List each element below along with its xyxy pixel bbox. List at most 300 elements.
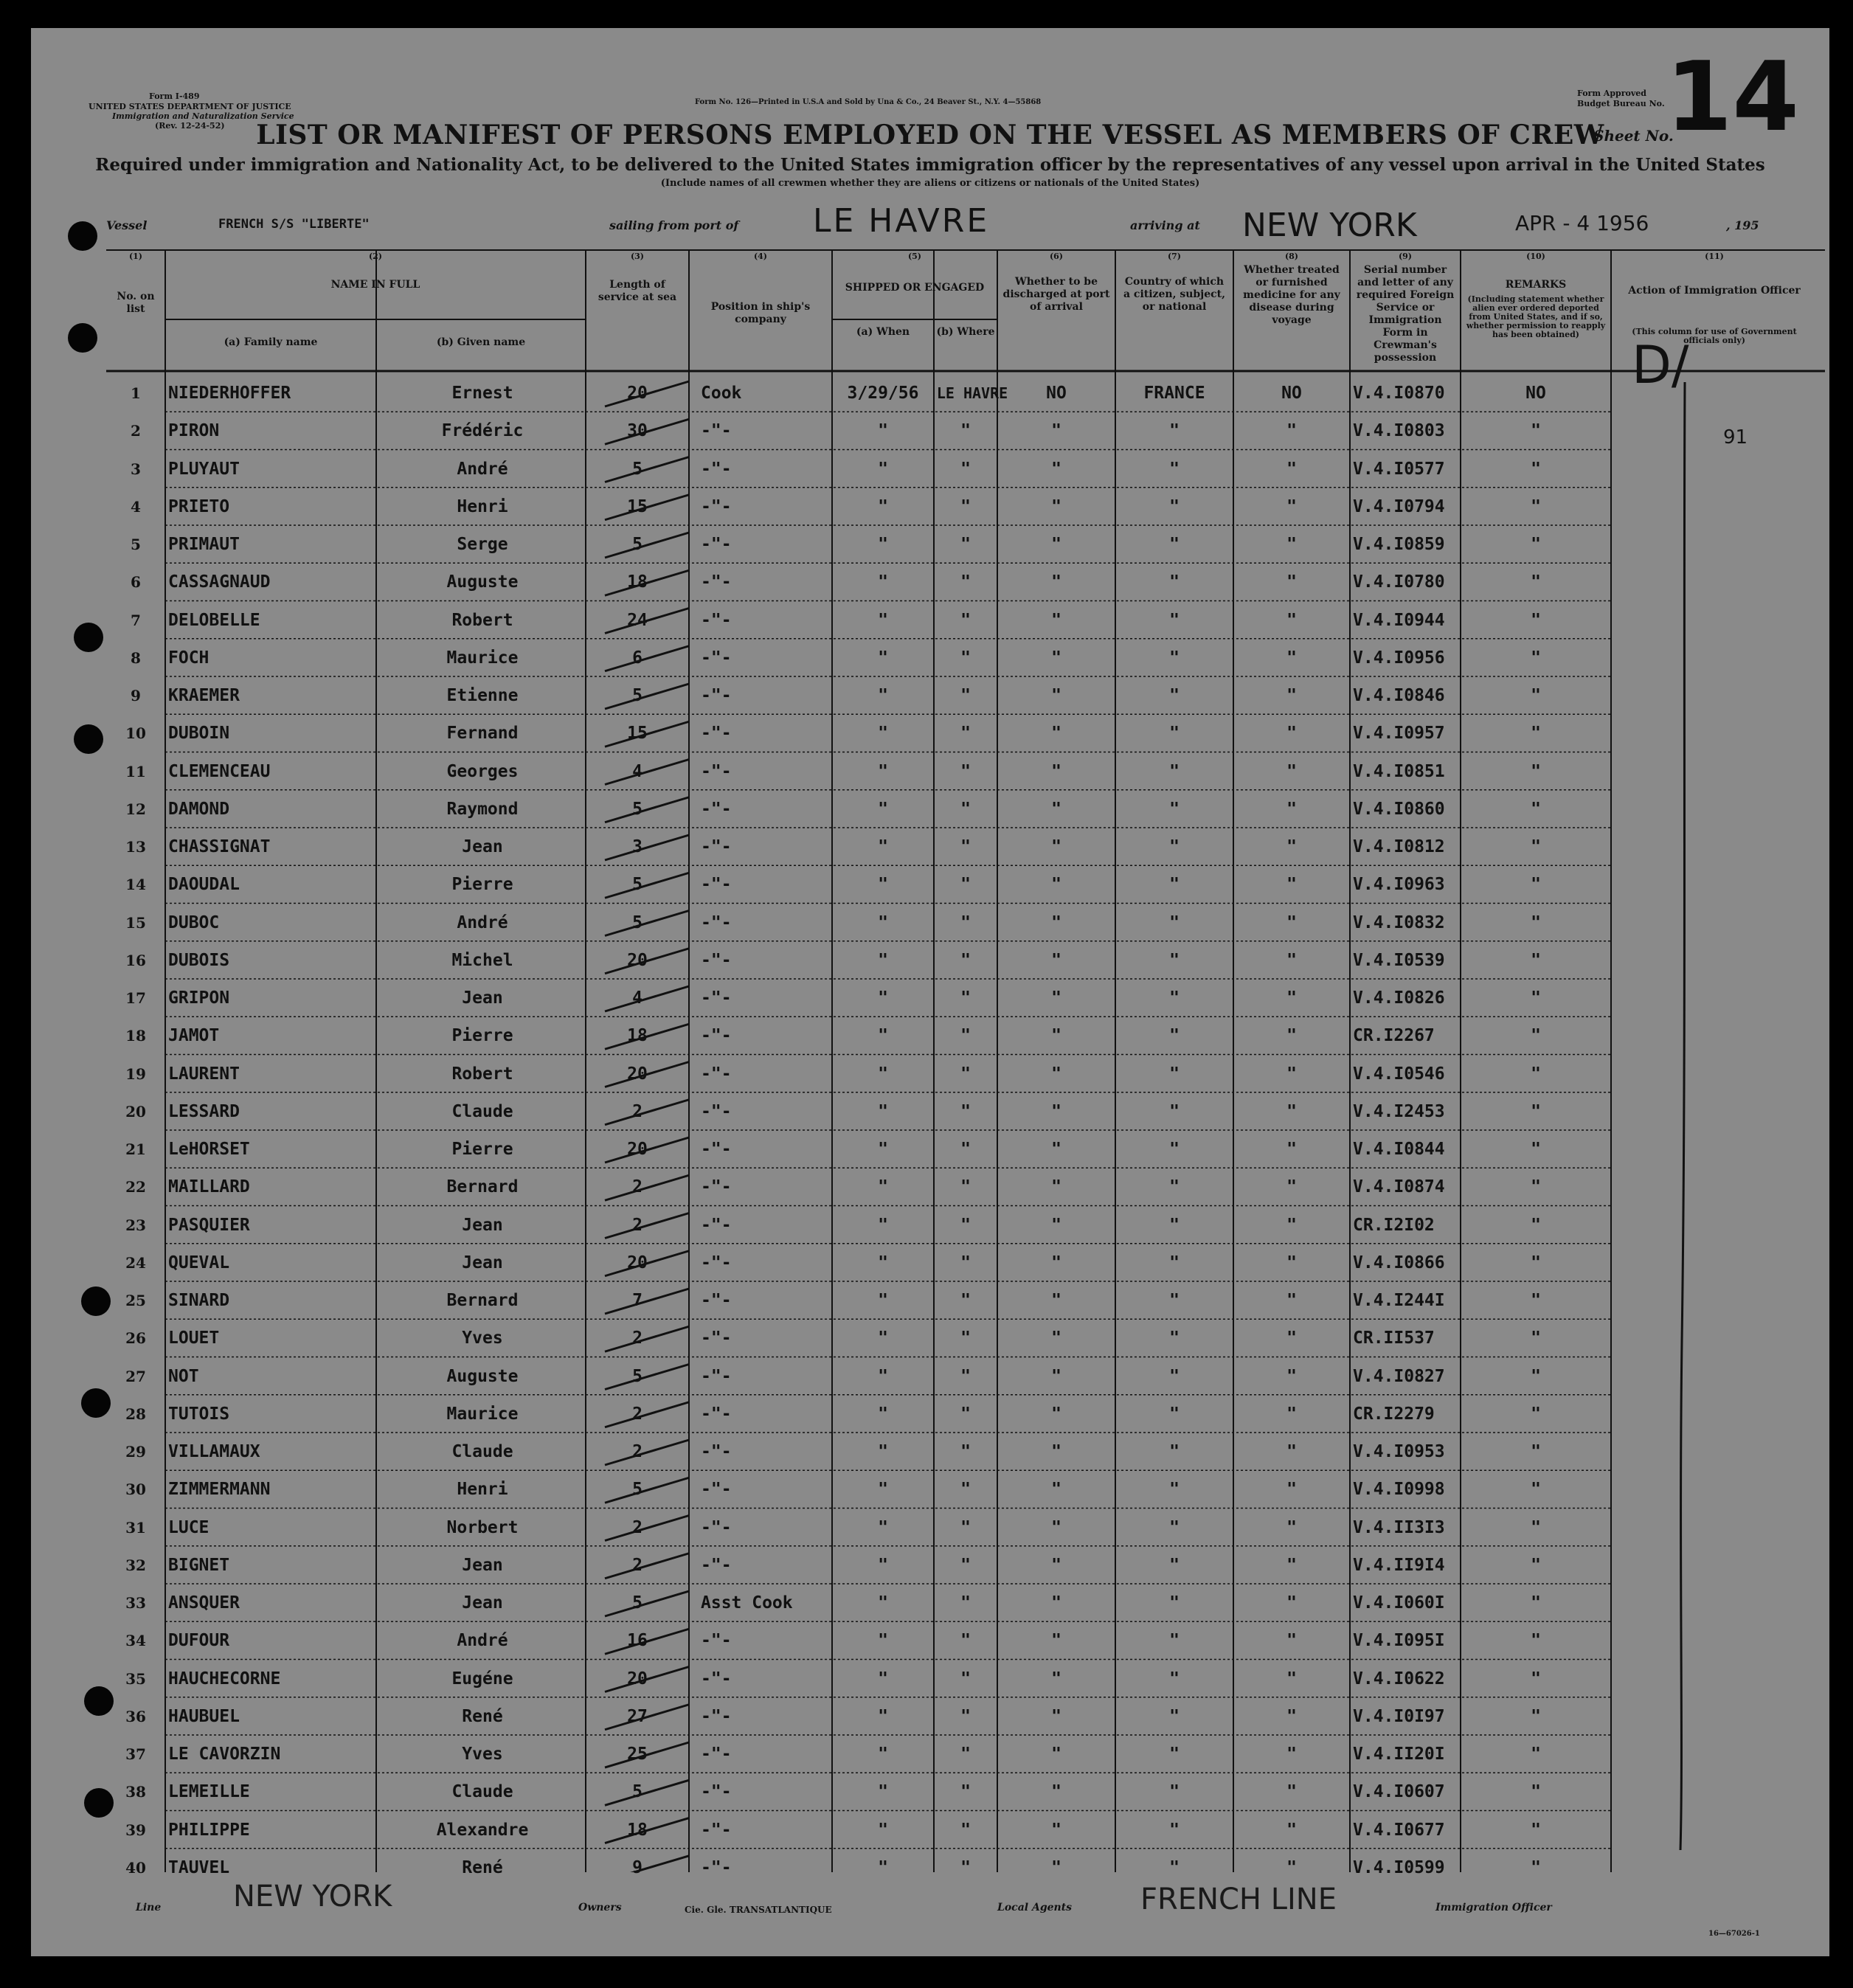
cell-discharged: " [1051, 1706, 1061, 1726]
cell-where: " [960, 1366, 971, 1386]
col3-label: Length of service at sea [598, 279, 677, 303]
cell-discharged: " [1051, 496, 1061, 516]
service-line: Immigration and Naturalization Service [112, 111, 294, 121]
col9-number: (9) [1398, 252, 1413, 261]
cell-when: " [878, 761, 888, 781]
cell-medicine: " [1286, 1555, 1297, 1575]
cell-given: André [457, 459, 508, 479]
cell-remarks: " [1531, 1026, 1541, 1046]
cell-family: CLEMENCEAU [168, 761, 271, 781]
cell-where: " [960, 1215, 971, 1235]
cell-given: Robert [451, 610, 513, 630]
cell-country: " [1169, 875, 1180, 895]
cell-serial: V.4.I0844 [1353, 1140, 1445, 1159]
cell-where: " [960, 1329, 971, 1348]
cell-service: 16 [627, 1631, 648, 1651]
cell-given: René [462, 1706, 503, 1726]
cell-given: Eugéne [451, 1669, 513, 1689]
cell-serial: V.4.I060I [1353, 1593, 1445, 1613]
cell-family: PIRON [168, 421, 220, 441]
col5-label: SHIPPED OR ENGAGED [845, 282, 985, 294]
cell-medicine: " [1286, 1366, 1297, 1386]
cell-when: " [878, 421, 888, 441]
cell-position: -"- [701, 1857, 732, 1877]
cell-no: 22 [125, 1178, 146, 1196]
col5a-label: (a) When [856, 326, 910, 338]
cell-family: DUBOC [168, 912, 220, 932]
cell-service: 18 [627, 1820, 648, 1840]
cell-given: Ernest [451, 384, 513, 403]
cell-remarks: " [1531, 1177, 1541, 1197]
cell-service: 18 [627, 572, 648, 592]
cell-when: " [878, 1064, 888, 1084]
cell-service: 20 [627, 1140, 648, 1159]
cell-given: Jean [462, 1555, 503, 1575]
cell-medicine: " [1286, 1140, 1297, 1159]
cell-where: " [960, 1555, 971, 1575]
cell-where: " [960, 988, 971, 1008]
cell-serial: V.4.I095I [1353, 1631, 1445, 1651]
cell-given: Henri [457, 496, 508, 516]
cell-when: " [878, 1442, 888, 1461]
cell-no: 5 [131, 536, 141, 553]
cell-when: " [878, 799, 888, 819]
vessel-name: FRENCH S/S "LIBERTE" [218, 217, 370, 232]
col7-number: (7) [1167, 252, 1182, 261]
col5b-label: (b) Where [936, 326, 995, 338]
cell-medicine: " [1286, 912, 1297, 932]
cell-medicine: " [1286, 1706, 1297, 1726]
cell-no: 38 [125, 1783, 146, 1801]
cell-country: " [1169, 1404, 1180, 1424]
col8-number: (8) [1284, 252, 1299, 261]
cell-serial: V.4.I0826 [1353, 988, 1445, 1008]
cell-country: " [1169, 1329, 1180, 1348]
agents-value: FRENCH LINE [1140, 1883, 1337, 1916]
cell-country: " [1169, 686, 1180, 705]
cell-position: -"- [701, 1215, 732, 1235]
cell-family: NIEDERHOFFER [168, 384, 291, 403]
cell-given: Claude [451, 1442, 513, 1461]
cell-serial: V.4.I2453 [1353, 1101, 1445, 1121]
cell-no: 33 [125, 1594, 146, 1612]
cell-service: 2 [632, 1215, 643, 1235]
cell-where: " [960, 799, 971, 819]
cell-position: -"- [701, 1177, 732, 1197]
cell-position: -"- [701, 1026, 732, 1046]
cell-service: 20 [627, 950, 648, 970]
cell-medicine: " [1286, 724, 1297, 744]
cell-position: -"- [701, 1329, 732, 1348]
cell-country: " [1169, 988, 1180, 1008]
budget-bureau: Budget Bureau No. [1577, 99, 1665, 108]
cell-position: -"- [701, 1140, 732, 1159]
form-code: 16—67026-1 [1708, 1930, 1760, 1938]
cell-when: " [878, 1517, 888, 1537]
cell-no: 9 [131, 687, 141, 704]
cell-remarks: " [1531, 1857, 1541, 1877]
cell-given: Auguste [446, 572, 519, 592]
cell-given: Henri [457, 1480, 508, 1500]
cell-discharged: " [1051, 1215, 1061, 1235]
cell-family: QUEVAL [168, 1253, 230, 1272]
cell-service: 5 [632, 1480, 643, 1500]
cell-no: 16 [125, 951, 146, 969]
cell-position: -"- [701, 1064, 732, 1084]
cell-family: PLUYAUT [168, 459, 240, 479]
cell-remarks: " [1531, 1669, 1541, 1689]
cell-medicine: " [1286, 1404, 1297, 1424]
cell-position: -"- [701, 535, 732, 554]
cell-discharged: " [1051, 686, 1061, 705]
cell-discharged: " [1051, 1555, 1061, 1575]
year-suffix: , 195 [1726, 218, 1759, 232]
cell-when: " [878, 686, 888, 705]
cell-when: " [878, 988, 888, 1008]
cell-medicine: " [1286, 1857, 1297, 1877]
cell-family: JAMOT [168, 1026, 220, 1046]
cell-country: " [1169, 724, 1180, 744]
cell-remarks: " [1531, 1782, 1541, 1802]
cell-position: -"- [701, 761, 732, 781]
cell-given: Jean [462, 1253, 503, 1272]
cell-when: " [878, 1820, 888, 1840]
cell-medicine: " [1286, 1820, 1297, 1840]
cell-when: " [878, 459, 888, 479]
cell-medicine: " [1286, 648, 1297, 668]
cell-service: 2 [632, 1517, 643, 1537]
cell-serial: V.4.I0860 [1353, 799, 1445, 819]
cell-when: " [878, 1593, 888, 1613]
cell-remarks: " [1531, 1706, 1541, 1726]
cell-discharged: " [1051, 1820, 1061, 1840]
cell-country: " [1169, 496, 1180, 516]
cell-serial: V.4.I0832 [1353, 912, 1445, 932]
cell-medicine: " [1286, 1745, 1297, 1764]
cell-given: Maurice [446, 648, 519, 668]
cell-given: Serge [457, 535, 508, 554]
cell-no: 39 [125, 1821, 146, 1839]
document-subnote: (Include names of all crewmen whether they are aliens or citizens or nationals of the United States) [660, 178, 1200, 189]
cell-when: " [878, 1140, 888, 1159]
cell-medicine: " [1286, 1253, 1297, 1272]
cell-position: -"- [701, 1745, 732, 1764]
cell-country: " [1169, 1555, 1180, 1575]
cell-family: VILLAMAUX [168, 1442, 260, 1461]
cell-family: PRIMAUT [168, 535, 240, 554]
cell-serial: V.4.I0539 [1353, 950, 1445, 970]
footer [106, 1872, 1825, 1938]
cell-service: 5 [632, 686, 643, 705]
cell-where: " [960, 535, 971, 554]
cell-no: 32 [125, 1556, 146, 1574]
cell-family: HAUCHECORNE [168, 1669, 281, 1689]
cell-medicine: " [1286, 1291, 1297, 1310]
cell-where: " [960, 1026, 971, 1046]
col10-number: (10) [1526, 252, 1545, 261]
cell-discharged: " [1051, 724, 1061, 744]
cell-no: 24 [125, 1253, 146, 1272]
cell-serial: V.4.I0957 [1353, 724, 1445, 744]
cell-where: " [960, 1782, 971, 1802]
cell-given: Jean [462, 837, 503, 856]
cell-country: " [1169, 1366, 1180, 1386]
cell-country: " [1169, 1026, 1180, 1046]
cell-remarks: " [1531, 1215, 1541, 1235]
cell-family: LUCE [168, 1517, 209, 1537]
cell-when: " [878, 610, 888, 630]
cell-given: André [457, 1631, 508, 1651]
cell-country: " [1169, 1593, 1180, 1613]
cell-discharged: NO [1046, 384, 1067, 403]
cell-medicine: " [1286, 875, 1297, 895]
cell-medicine: " [1286, 610, 1297, 630]
table-rulings [106, 249, 1825, 1872]
cell-country: " [1169, 459, 1180, 479]
cell-given: Alexandre [436, 1820, 529, 1840]
cell-when: 3/29/56 [847, 384, 919, 403]
cell-medicine: " [1286, 1517, 1297, 1537]
cell-where: " [960, 761, 971, 781]
cell-medicine: NO [1281, 384, 1302, 403]
cell-medicine: " [1286, 1101, 1297, 1121]
cell-given: Michel [451, 950, 513, 970]
cell-when: " [878, 1706, 888, 1726]
cell-remarks: " [1531, 1329, 1541, 1348]
cell-where: " [960, 572, 971, 592]
cell-position: -"- [701, 1669, 732, 1689]
cell-position: -"- [701, 1555, 732, 1575]
cell-family: DAMOND [168, 799, 230, 819]
cell-where: LE HAVRE [936, 384, 1008, 402]
cell-discharged: " [1051, 988, 1061, 1008]
cell-no: 28 [125, 1405, 146, 1423]
cell-medicine: " [1286, 988, 1297, 1008]
cell-when: " [878, 572, 888, 592]
cell-given: Jean [462, 1593, 503, 1613]
cell-serial: V.4.I0874 [1353, 1177, 1445, 1197]
cell-no: 10 [125, 724, 146, 743]
cell-discharged: " [1051, 1745, 1061, 1764]
department-line: UNITED STATES DEPARTMENT OF JUSTICE [89, 102, 291, 111]
sheet-number-value: 14 [1666, 41, 1799, 153]
cell-remarks: " [1531, 1404, 1541, 1424]
punch-hole [74, 623, 103, 652]
cell-discharged: " [1051, 535, 1061, 554]
cell-position: -"- [701, 912, 732, 932]
col11-note: (This column for use of Government officials only) [1632, 327, 1797, 345]
cell-when: " [878, 1745, 888, 1764]
cell-country: " [1169, 1631, 1180, 1651]
cell-country: " [1169, 837, 1180, 856]
cell-remarks: " [1531, 1101, 1541, 1121]
cell-serial: V.4.I0956 [1353, 648, 1445, 668]
cell-country: " [1169, 1820, 1180, 1840]
cell-family: PASQUIER [168, 1215, 250, 1235]
cell-remarks: NO [1525, 384, 1546, 403]
cell-when: " [878, 1329, 888, 1348]
cell-country: " [1169, 1745, 1180, 1764]
cell-when: " [878, 496, 888, 516]
col3-number: (3) [630, 252, 645, 261]
cell-where: " [960, 1064, 971, 1084]
cell-discharged: " [1051, 1140, 1061, 1159]
cell-serial: V.4.I0812 [1353, 837, 1445, 856]
cell-no: 12 [125, 800, 146, 818]
cell-family: FOCH [168, 648, 209, 668]
sailing-label: sailing from port of [609, 218, 739, 232]
document-title: LIST OR MANIFEST OF PERSONS EMPLOYED ON THE VESSEL AS MEMBERS OF CREW [256, 120, 1604, 150]
cell-position: -"- [701, 799, 732, 819]
cell-where: " [960, 724, 971, 744]
officer-mark: D/ [1632, 335, 1689, 395]
cell-medicine: " [1286, 1442, 1297, 1461]
cell-where: " [960, 1177, 971, 1197]
cell-remarks: " [1531, 1517, 1541, 1537]
cell-medicine: " [1286, 459, 1297, 479]
cell-service: 3 [632, 837, 643, 856]
cell-remarks: " [1531, 572, 1541, 592]
cell-given: Fernand [446, 724, 519, 744]
cell-remarks: " [1531, 686, 1541, 705]
cell-serial: V.4.I0803 [1353, 421, 1445, 441]
cell-where: " [960, 1706, 971, 1726]
cell-service: 5 [632, 912, 643, 932]
cell-remarks: " [1531, 1442, 1541, 1461]
cell-country: " [1169, 610, 1180, 630]
cell-when: " [878, 1404, 888, 1424]
owners-label: Owners [578, 1902, 622, 1913]
cell-medicine: " [1286, 572, 1297, 592]
cell-given: Robert [451, 1064, 513, 1084]
cell-remarks: " [1531, 988, 1541, 1008]
cell-position: -"- [701, 496, 732, 516]
cell-country: " [1169, 799, 1180, 819]
cell-where: " [960, 1253, 971, 1272]
cell-country: " [1169, 1442, 1180, 1461]
cell-position: Cook [701, 384, 742, 403]
cell-where: " [960, 1442, 971, 1461]
cell-given: Etienne [446, 686, 519, 705]
cell-no: 8 [131, 648, 141, 667]
col1-number: (1) [128, 252, 143, 261]
cell-given: Norbert [446, 1517, 519, 1537]
side-number: 91 [1723, 426, 1748, 448]
cell-serial: V.4.I0846 [1353, 686, 1445, 705]
cell-given: Yves [462, 1745, 503, 1764]
cell-remarks: " [1531, 648, 1541, 668]
cell-serial: V.4.II20I [1353, 1745, 1445, 1764]
col5-number: (5) [907, 252, 922, 261]
cell-service: 15 [627, 496, 648, 516]
cell-service: 15 [627, 724, 648, 744]
cell-service: 24 [627, 610, 648, 630]
owners-value: Cie. Gle. TRANSATLANTIQUE [685, 1905, 832, 1915]
cell-no: 21 [125, 1140, 146, 1158]
officer-vertical-stroke [1669, 382, 1698, 1857]
cell-family: MAILLARD [168, 1177, 250, 1197]
col4-number: (4) [753, 252, 768, 261]
cell-service: 4 [632, 988, 643, 1008]
cell-serial: V.4.I0577 [1353, 459, 1445, 479]
cell-service: 27 [627, 1706, 648, 1726]
cell-given: Frédéric [441, 421, 524, 441]
cell-when: " [878, 535, 888, 554]
cell-where: " [960, 1857, 971, 1877]
cell-family: GRIPON [168, 988, 230, 1008]
cell-when: " [878, 1631, 888, 1651]
cell-when: " [878, 875, 888, 895]
cell-service: 2 [632, 1177, 643, 1197]
cell-no: 3 [131, 460, 141, 478]
cell-remarks: " [1531, 610, 1541, 630]
cell-given: Jean [462, 988, 503, 1008]
col6-number: (6) [1049, 252, 1064, 261]
cell-when: " [878, 648, 888, 668]
cell-service: 6 [632, 648, 643, 668]
cell-serial: V.4.I244I [1353, 1291, 1445, 1310]
cell-no: 20 [125, 1102, 146, 1121]
cell-medicine: " [1286, 1329, 1297, 1348]
line-value: NEW YORK [233, 1880, 392, 1913]
cell-where: " [960, 912, 971, 932]
cell-position: -"- [701, 1782, 732, 1802]
cell-where: " [960, 496, 971, 516]
cell-country: " [1169, 1669, 1180, 1689]
cell-given: Jean [462, 1215, 503, 1235]
cell-no: 29 [125, 1443, 146, 1461]
cell-position: -"- [701, 988, 732, 1008]
cell-where: " [960, 1140, 971, 1159]
cell-given: Raymond [446, 799, 519, 819]
sheet-number-label: Sheet No. [1593, 127, 1674, 145]
cell-country: " [1169, 1291, 1180, 1310]
cell-no: 7 [131, 611, 141, 629]
cell-when: " [878, 1782, 888, 1802]
cell-remarks: " [1531, 1820, 1541, 1840]
cell-given: Bernard [446, 1177, 519, 1197]
cell-country: " [1169, 1253, 1180, 1272]
cell-family: CHASSIGNAT [168, 837, 271, 856]
cell-remarks: " [1531, 1140, 1541, 1159]
cell-discharged: " [1051, 1366, 1061, 1386]
cell-where: " [960, 875, 971, 895]
cell-medicine: " [1286, 1593, 1297, 1613]
cell-no: 26 [125, 1329, 146, 1348]
form-approved: Form Approved [1577, 89, 1646, 98]
cell-family: TUTOIS [168, 1404, 230, 1424]
cell-service: 25 [627, 1745, 648, 1764]
cell-service: 5 [632, 1593, 643, 1613]
col2-number: (2) [368, 252, 383, 261]
cell-country: " [1169, 1480, 1180, 1500]
cell-when: " [878, 1253, 888, 1272]
col8-label: Whether treated or furnished medicine for any disease during voyage [1243, 264, 1340, 326]
cell-position: -"- [701, 1366, 732, 1386]
cell-serial: V.4.I0953 [1353, 1442, 1445, 1461]
cell-service: 20 [627, 1669, 648, 1689]
cell-when: " [878, 1857, 888, 1877]
cell-where: " [960, 1593, 971, 1613]
cell-country: " [1169, 1782, 1180, 1802]
cell-where: " [960, 1820, 971, 1840]
col2b-label: (b) Given name [436, 336, 526, 348]
cell-no: 6 [131, 573, 141, 592]
cell-country: " [1169, 1064, 1180, 1084]
cell-position: -"- [701, 1820, 732, 1840]
cell-discharged: " [1051, 648, 1061, 668]
cell-serial: V.4.I0827 [1353, 1366, 1445, 1386]
